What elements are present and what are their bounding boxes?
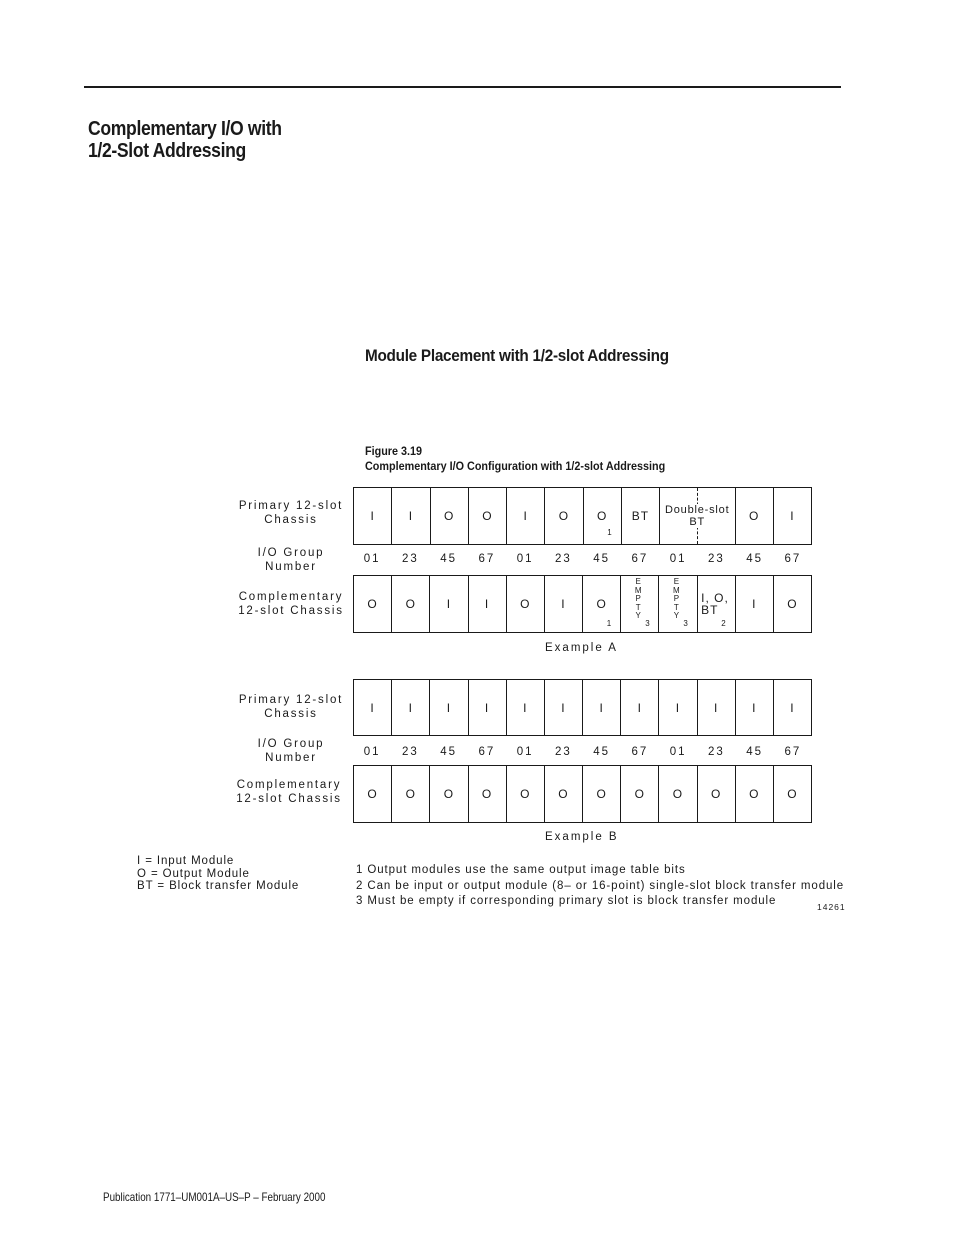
empty-slot-cell [620,576,658,632]
row-label-primary-b [226,693,356,721]
double-slot-cell [659,488,735,544]
slot-text: I, O, BT [701,591,729,617]
slot-cell: I [506,488,544,544]
row-label-complementary-b [224,778,354,806]
row-label-group-b [226,737,356,765]
row-label-line: 12-slot Chassis [238,605,344,617]
slot-cell: I [429,576,467,632]
figure-caption: Complementary I/O Configuration with 1/2-slot Addressing [365,459,666,473]
figure-id: 14261 [817,902,846,912]
slot-cell: I [391,488,429,544]
footnote-marker: 3 [683,619,688,628]
slot-cell: O [773,576,811,632]
row-label-line: Number [265,561,317,573]
footnote-marker: 1 [606,619,612,628]
slot-cell: O [506,576,544,632]
slot-cell: O [658,766,696,822]
section-title-line1: Complementary I/O with [88,118,282,140]
double-slot-text: Double-slot BT [665,504,730,528]
empty-vertical-text: E M P T Y [634,577,642,621]
group-number: 01 [669,553,687,565]
group-number: 23 [554,553,572,565]
empty-vertical-text: E M P T Y [673,577,680,621]
group-number: 45 [440,746,458,758]
group-number: 45 [593,746,611,758]
group-number: 23 [401,553,419,565]
slot-cell: I [773,680,811,735]
slot-cell-footnoted [583,488,621,544]
slot-cell: BT [621,488,659,544]
group-number: 45 [593,553,611,565]
slot-cell: O [773,766,811,822]
group-number: 67 [784,746,802,758]
row-label-line: I/O Group [257,547,325,559]
legend-item: BT = Block transfer Module [137,880,300,892]
row-label-primary-a [226,499,356,527]
group-numbers-a [353,553,812,565]
footnote-marker: 3 [645,619,650,628]
group-number: 01 [516,746,534,758]
footnote-marker: 1 [607,528,612,537]
slot-cell: I [735,576,773,632]
slot-cell: I [544,680,582,735]
slot-cell: O [582,766,620,822]
top-rule [84,86,841,88]
slot-cell: I [370,700,375,715]
row-label-line: Chassis [264,708,318,720]
slot-cell: O [620,766,658,822]
slot-cell: O [391,576,429,632]
slot-text: O [596,509,608,523]
row-label-group-a [226,546,356,574]
slot-cell: O [544,488,582,544]
slot-cell: I [468,680,506,735]
slot-cell: O [735,766,773,822]
section-title [88,118,282,162]
group-number: 01 [363,746,381,758]
slot-cell: I [429,680,467,735]
slot-cell: I [582,680,620,735]
row-label-complementary-a [226,590,356,618]
group-number: 01 [363,553,381,565]
slot-cell: O [735,488,773,544]
slot-cell: I [468,576,506,632]
example-b-label: Example B [545,831,619,843]
row-label-line: I/O Group [257,738,325,750]
slot-cell-footnoted [582,576,620,632]
group-number: 23 [401,746,419,758]
footnotes [356,863,844,910]
slot-cell: I [620,680,658,735]
legend-item: I = Input Module [137,855,235,867]
slot-cell: I [544,576,582,632]
footnote-marker: 2 [721,619,726,628]
row-label-line: Number [265,752,317,764]
subsection-title: Module Placement with 1/2-slot Addressing [365,346,669,365]
legend-item: O = Output Module [137,867,250,880]
group-number: 67 [784,553,802,565]
complementary-chassis-a [353,575,812,633]
group-number: 67 [631,553,649,565]
slot-cell: I [506,680,544,735]
row-label-line: Complementary [236,779,342,791]
group-number: 67 [478,746,496,758]
legend [137,855,299,893]
slot-cell: O [468,488,506,544]
group-number: 01 [669,746,687,758]
group-number: 45 [440,553,458,565]
slot-cell: O [468,766,506,822]
slot-text: O [596,597,607,611]
row-label-line: Chassis [264,514,318,526]
publication-footer: Publication 1771–UM001A–US–P – February 2000 [103,1190,326,1204]
empty-slot-cell [658,576,696,632]
slot-cell: O [430,488,468,544]
slot-cell: O [429,766,467,822]
row-label-line: Primary 12-slot [238,694,344,706]
section-title-line2: 1/2-Slot Addressing [88,140,246,162]
group-number: 45 [746,553,764,565]
row-label-line: Primary 12-slot [238,500,344,512]
slot-cell: O [367,597,378,611]
slot-cell: O [697,766,735,822]
complementary-chassis-b [353,765,812,823]
slot-cell: O [367,787,378,801]
slot-cell: I [391,680,429,735]
slot-cell: O [391,766,429,822]
footnote-item: 2 Can be input or output module (8– or 16-point) single-slot block transfer module [356,879,845,892]
primary-chassis-a [353,487,812,545]
group-number: 01 [516,553,534,565]
example-a-label: Example A [545,642,618,654]
group-number: 67 [631,746,649,758]
row-label-line: Complementary [238,591,344,603]
slot-cell: I [370,509,375,523]
primary-chassis-b [353,679,812,736]
slot-cell: I [658,680,696,735]
footnote-item: 1 Output modules use the same output image table bits [356,864,686,876]
footnote-item: 3 Must be empty if corresponding primary slot is block transfer module [356,895,777,908]
group-number: 23 [707,746,725,758]
group-number: 45 [746,746,764,758]
slot-cell: O [506,766,544,822]
slot-cell: I [735,680,773,735]
row-label-line: 12-slot Chassis [236,793,342,805]
group-numbers-b [353,746,812,758]
slot-cell: I [773,488,811,544]
slot-cell-footnoted [697,576,735,632]
group-number: 67 [478,553,496,565]
figure-number-label: Figure 3.19 [365,444,423,458]
group-number: 23 [554,746,572,758]
slot-cell: I [697,680,735,735]
slot-cell: O [544,766,582,822]
group-number: 23 [707,553,725,565]
